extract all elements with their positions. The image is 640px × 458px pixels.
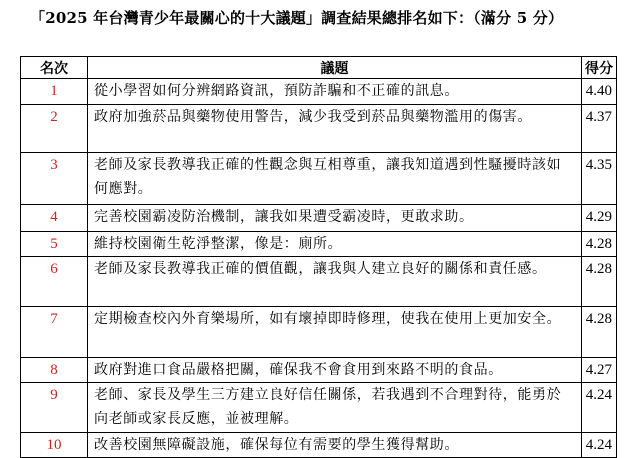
table-row	[21, 205, 617, 232]
table-row	[21, 383, 617, 433]
score-cell: 4.35	[582, 153, 617, 205]
table-row	[21, 232, 617, 257]
topic-cell: 定期檢查校內外育樂場所，如有壞掉即時修理，使我在使用上更加安全。	[88, 307, 582, 358]
table-row	[21, 358, 617, 383]
topic-cell: 老師及家長教導我正確的價值觀，讓我與人建立良好的關係和責任感。	[88, 257, 582, 307]
rank-cell: 5	[21, 232, 88, 257]
score-cell: 4.24	[582, 383, 617, 433]
rank-cell: 1	[21, 79, 88, 105]
table-row	[21, 307, 617, 358]
table-row	[21, 257, 617, 307]
score-cell: 4.27	[582, 358, 617, 383]
score-cell: 4.37	[582, 105, 617, 153]
rank-cell: 8	[21, 358, 88, 383]
table-row	[21, 153, 617, 205]
table-row	[21, 105, 617, 153]
table-header-row	[21, 57, 617, 79]
score-cell: 4.28	[582, 307, 617, 358]
rank-cell: 9	[21, 383, 88, 433]
topic-column-header: 議題	[88, 57, 582, 79]
topic-cell: 政府對進口食品嚴格把關，確保我不會食用到來路不明的食品。	[88, 358, 582, 383]
topic-cell: 維持校園衛生乾淨整潔，像是：廁所。	[88, 232, 582, 257]
topic-cell: 老師及家長教導我正確的性觀念與互相尊重，讓我知道遇到性騷擾時該如何應對。	[88, 153, 582, 205]
score-cell: 4.28	[582, 232, 617, 257]
score-cell: 4.29	[582, 205, 617, 232]
score-column-header: 得分	[582, 57, 617, 79]
table-row	[21, 433, 617, 458]
rank-cell: 6	[21, 257, 88, 307]
page-title: 「2025 年台灣青少年最關心的十大議題」調查結果總排名如下：（滿分 5 分）	[30, 9, 564, 27]
topic-cell: 老師、家長及學生三方建立良好信任關係，若我遇到不合理對待，能勇於向老師或家長反應，並被理解。	[88, 383, 582, 433]
rank-cell: 3	[21, 153, 88, 205]
topic-cell: 從小學習如何分辨網路資訊，預防詐騙和不正確的訊息。	[88, 79, 582, 105]
rank-cell: 7	[21, 307, 88, 358]
score-cell: 4.40	[582, 79, 617, 105]
topic-cell: 改善校園無障礙設施，確保每位有需要的學生獲得幫助。	[88, 433, 582, 458]
ranking-table	[20, 56, 617, 458]
score-cell: 4.24	[582, 433, 617, 458]
topic-cell: 政府加強菸品與藥物使用警告，減少我受到菸品與藥物濫用的傷害。	[88, 105, 582, 153]
rank-cell: 10	[21, 433, 88, 458]
rank-cell: 2	[21, 105, 88, 153]
score-cell: 4.28	[582, 257, 617, 307]
rank-cell: 4	[21, 205, 88, 232]
topic-cell: 完善校園霸凌防治機制，讓我如果遭受霸凌時，更敢求助。	[88, 205, 582, 232]
rank-column-header: 名次	[21, 57, 88, 79]
table-row	[21, 79, 617, 105]
